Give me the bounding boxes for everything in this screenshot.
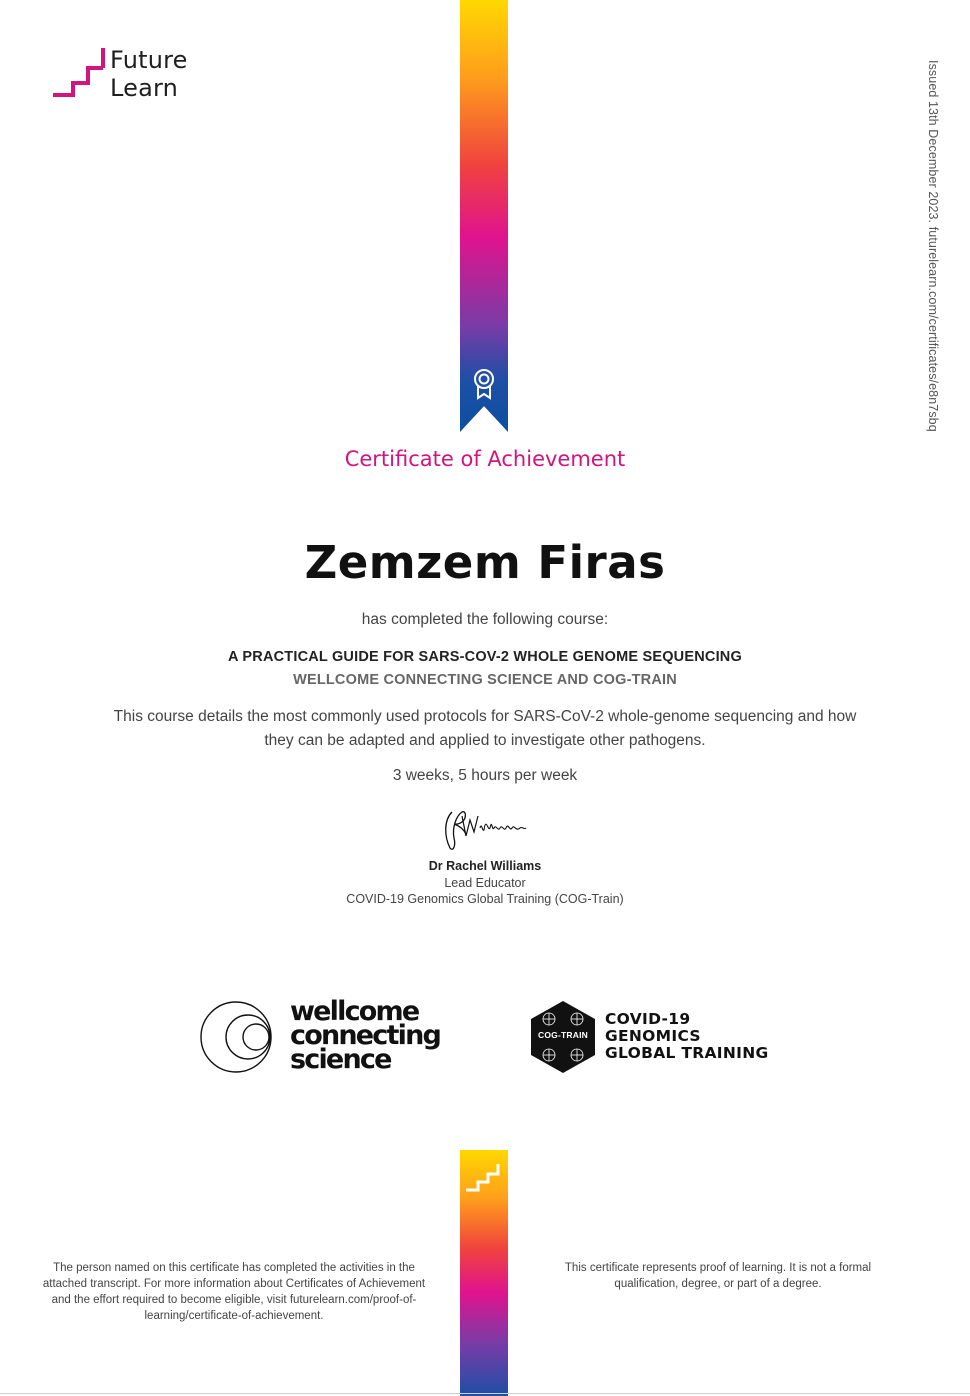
- wellcome-wordmark: [290, 996, 441, 1075]
- logo-word-future: Future: [110, 46, 188, 74]
- cog-train-wordmark: [605, 1011, 769, 1062]
- logo-wordmark: [110, 46, 188, 102]
- certificate-title: Certificate of Achievement: [344, 447, 626, 471]
- signer-role: Lead Educator: [444, 876, 526, 890]
- wellcome-word-1: wellcome: [290, 996, 419, 1027]
- cog-line-1: COVID-19: [605, 1010, 691, 1028]
- wellcome-logo-icon: [200, 999, 276, 1075]
- signature-image: [440, 806, 530, 856]
- course-duration: 3 weeks, 5 hours per week: [392, 767, 578, 784]
- award-badge-icon: [472, 368, 496, 400]
- recipient-name: Zemzem Firas: [304, 536, 666, 589]
- course-title: A PRACTICAL GUIDE FOR SARS-COV-2 WHOLE GENOME SEQUENCING: [228, 649, 742, 665]
- cog-line-2: GENOMICS: [605, 1027, 701, 1045]
- wellcome-word-2: connecting: [290, 1020, 441, 1051]
- stairs-logo-icon: [52, 46, 108, 102]
- stairs-ribbon-icon: [464, 1160, 504, 1194]
- page-bottom-divider: [0, 1393, 970, 1394]
- course-description: This course details the most commonly used protocols for SARS-CoV-2 whole-genome sequencing and how they can be adapted and applied to investigate other pathogens.: [113, 708, 857, 749]
- logo-word-learn: Learn: [110, 74, 179, 102]
- footer-eligibility-note: The person named on this certificate has completed the activities in the attached transcript. For more information about Certificates of Achievement and the effort required to become eligible, visit futurelearn.com/proof-of-learning/certificate-of-achievement.: [42, 1262, 426, 1322]
- course-organisation: WELLCOME CONNECTING SCIENCE AND COG-TRAIN: [293, 672, 677, 688]
- futurelearn-logo: [52, 46, 212, 102]
- footer-proof-note: This certificate represents proof of learning. It is not a formal qualification, degree, or part of a degree.: [564, 1262, 872, 1290]
- signer-organisation: COVID-19 Genomics Global Training (COG-Train): [346, 892, 624, 906]
- issued-verification-text: Issued 13th December 2023. futurelearn.com/certificates/e8n7sbq: [926, 60, 940, 432]
- wellcome-word-3: science: [290, 1044, 391, 1075]
- signer-name: Dr Rachel Williams: [428, 859, 542, 873]
- cog-line-3: GLOBAL TRAINING: [605, 1044, 769, 1062]
- cog-train-badge-label: COG-TRAIN: [538, 1030, 588, 1040]
- completed-text: has completed the following course:: [361, 611, 609, 628]
